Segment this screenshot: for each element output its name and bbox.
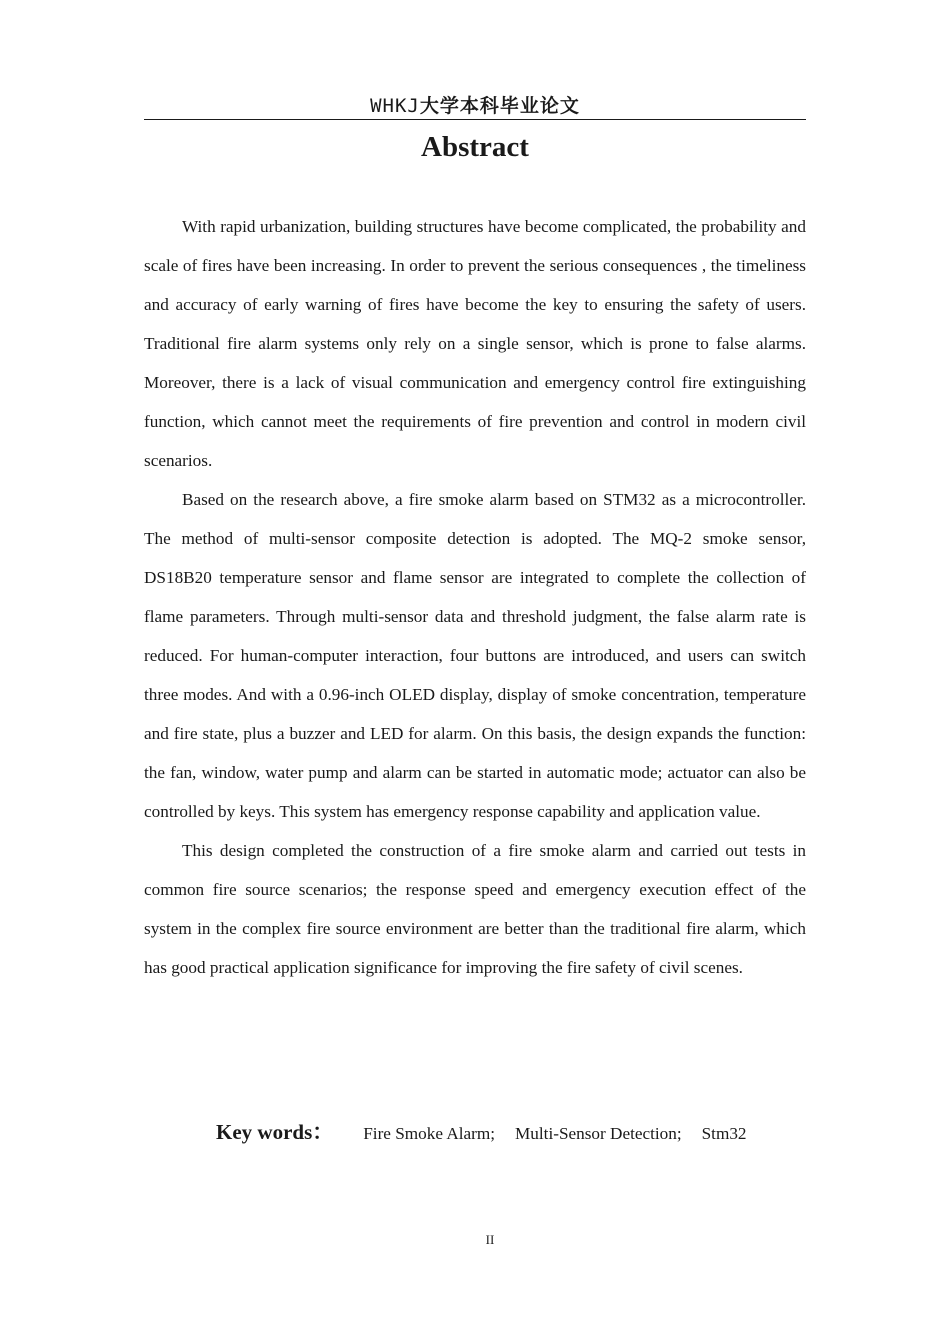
header-title: 大学本科毕业论文: [419, 95, 580, 117]
abstract-paragraph: This design completed the construction of a fire smoke alarm and carried out tests in common fire source scenarios; the response speed and emergency execution effect of the system in the complex fire source environment are better than the traditional fire alarm, which has good practical application significance for improving the fire safety of civil scenes.: [144, 841, 806, 977]
page-title: Abstract: [421, 131, 529, 163]
abstract-paragraph: Based on the research above, a fire smoke alarm based on STM32 as a microcontroller. The method of multi-sensor composite detection is adopted. The MQ-2 smoke sensor, DS18B20 temperature sensor and flame sensor are integrated to complete the collection of flame parameters. Through multi-sensor data and threshold judgment, the false alarm rate is reduced. For human-computer interaction, four buttons are introduced, and users can switch three modes. And with a 0.96-inch OLED display, display of smoke concentration, temperature and fire state, plus a buzzer and LED for alarm. On this basis, the design expands the function: the fan, window, water pump and alarm can be started in automatic mode; actuator can also be controlled by keys. This system has emergency response capability and application value.: [144, 490, 806, 821]
keyword-item: Stm32: [701, 1124, 747, 1143]
header-rule: [144, 119, 806, 120]
abstract-paragraph: With rapid urbanization, building structures have become complicated, the probability and scale of fires have been increasing. In order to prevent the serious consequences , the timeliness and accuracy of early warning of fires have become the key to ensuring the safety of users. Traditional fire alarm systems only rely on a single sensor, which is prone to false alarms. Moreover, there is a lack of visual communication and emergency control fire extinguishing function, which cannot meet the requirements of fire prevention and control in modern civil scenarios.: [144, 217, 806, 470]
keyword-item: Multi-Sensor Detection;: [515, 1124, 682, 1143]
keywords-line: [216, 1117, 747, 1149]
header-prefix: WHKJ: [370, 95, 420, 117]
keyword-item: Fire Smoke Alarm;: [363, 1124, 496, 1143]
page-number: II: [485, 1232, 495, 1247]
abstract-body: [144, 207, 806, 987]
keywords-label: Key words：: [216, 1120, 334, 1144]
running-header: [144, 94, 806, 118]
